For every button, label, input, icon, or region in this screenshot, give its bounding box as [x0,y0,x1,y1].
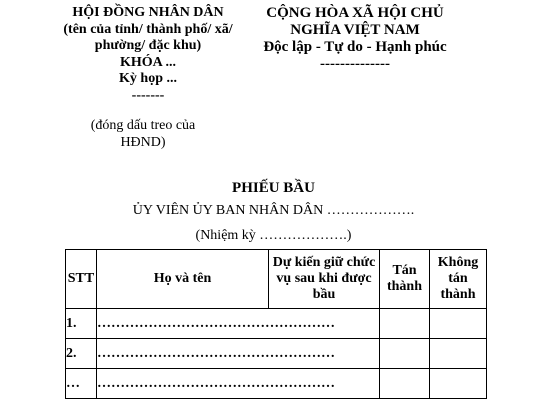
disagree-checkbox-cell[interactable] [430,339,487,369]
table-row [66,369,487,399]
issuing-authority-block [48,5,248,104]
motto-divider: -------------- [320,56,390,72]
republic-name: CỘNG HÒA XÃ HỘI CHỦ NGHĨA VIỆT NAM [266,5,444,38]
row-stt: … [66,369,97,399]
disagree-checkbox-cell[interactable] [430,369,487,399]
council-term: KHÓA ... [119,54,176,70]
national-motto: Độc lập - Tự do - Hạnh phúc [263,39,447,55]
locality-placeholder: (tên của tỉnh/ thành phố/ xã/ phường/ đặc khu) [63,21,233,53]
ballot-subtitle: ỦY VIÊN ỦY BAN NHÂN DÂN ………………. [132,203,415,218]
header-stt: STT [66,250,97,309]
national-heading-block [244,5,466,73]
table-row [66,339,487,369]
authority-divider: ------- [131,87,165,103]
candidate-table [65,249,487,399]
header-position: Dự kiến giữ chức vụ sau khi được bầu [269,250,380,309]
seal-note: (đóng dấu treo của HĐND) [90,118,196,150]
council-name: HỘI ĐỒNG NHÂN DÂN [72,5,224,20]
candidate-name-blank[interactable]: …………………………………………… [97,339,380,369]
ballot-title: PHIẾU BẦU [232,180,315,196]
ballot-term: (Nhiệm kỳ ……………….) [195,228,352,243]
session-number: Kỳ họp ... [119,71,177,86]
table-header-row [66,250,487,309]
header-name: Họ và tên [97,250,269,309]
agree-checkbox-cell[interactable] [380,339,430,369]
agree-checkbox-cell[interactable] [380,369,430,399]
header-disagree: Không tán thành [430,250,487,309]
header-agree: Tán thành [380,250,430,309]
agree-checkbox-cell[interactable] [380,309,430,339]
candidate-name-blank[interactable]: …………………………………………… [97,309,380,339]
disagree-checkbox-cell[interactable] [430,309,487,339]
table-row [66,309,487,339]
row-stt: 1. [66,309,97,339]
row-stt: 2. [66,339,97,369]
candidate-name-blank[interactable]: …………………………………………… [97,369,380,399]
